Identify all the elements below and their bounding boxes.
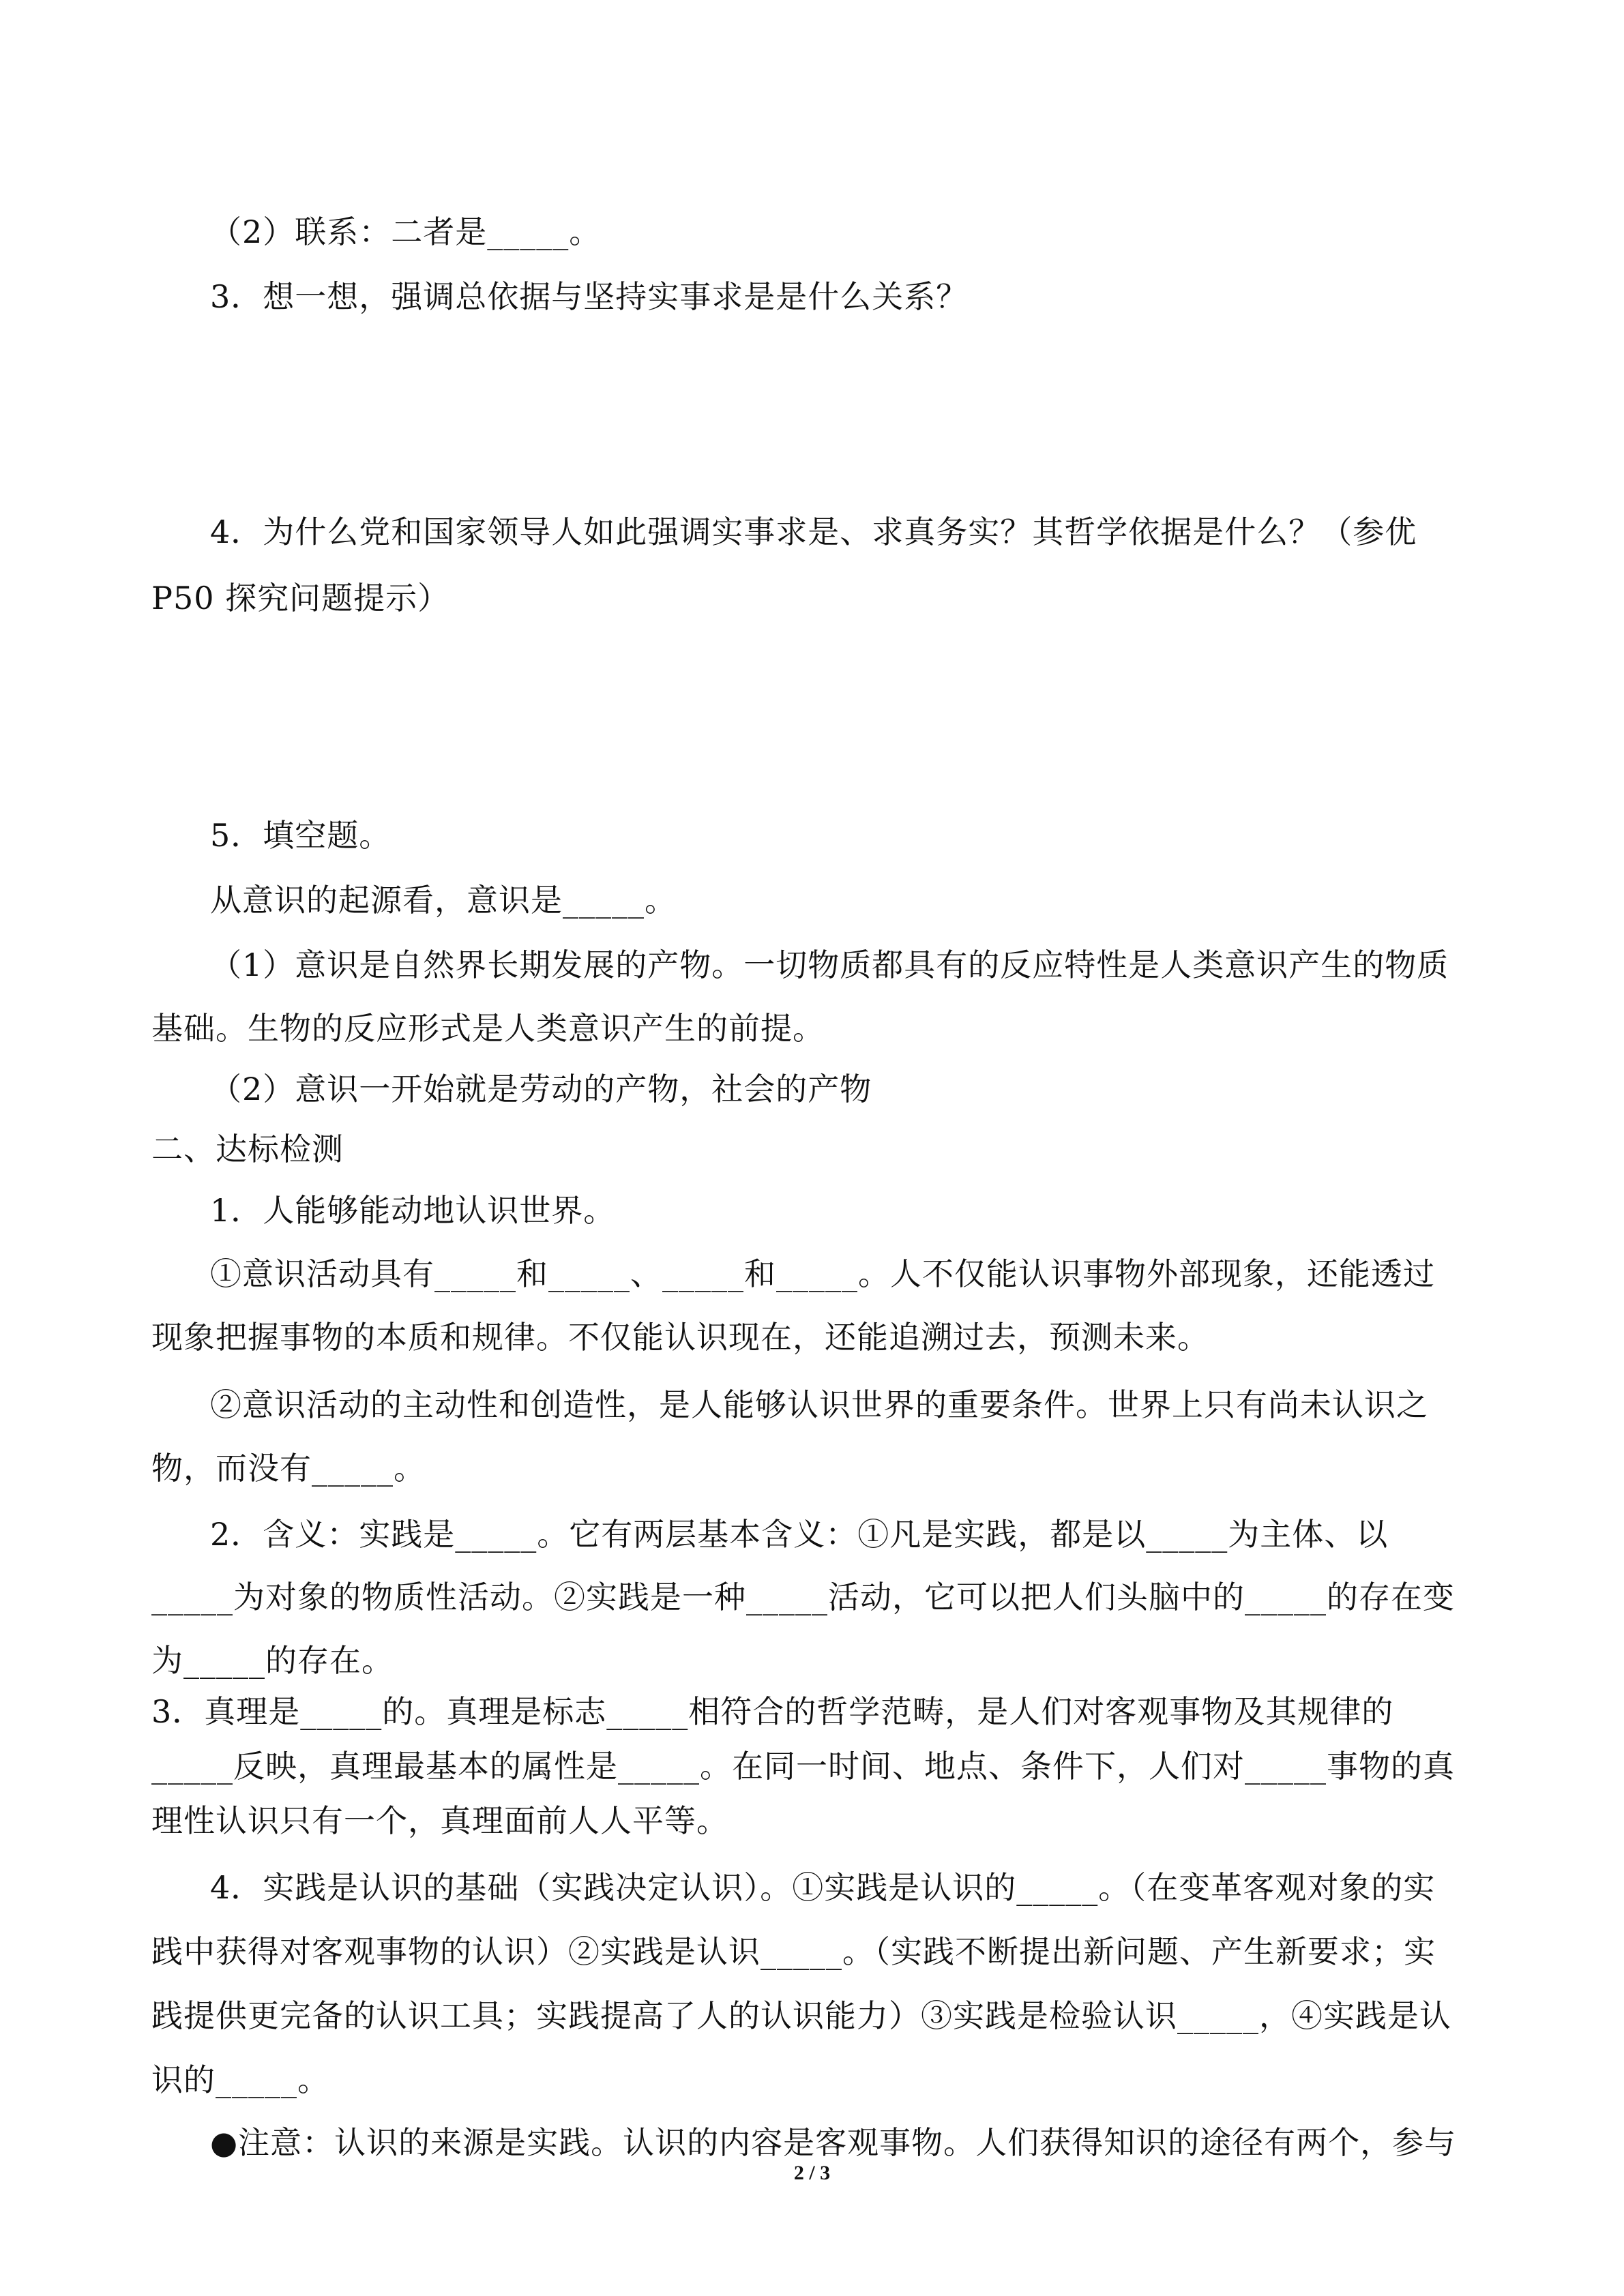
text-line: 识的_____。	[151, 2061, 329, 2098]
text-line: 理性认识只有一个，真理面前人人平等。	[151, 1802, 728, 1839]
text-line: （2）意识一开始就是劳动的产物，社会的产物	[210, 1071, 872, 1107]
text-line: 3．真理是_____的。真理是标志_____相符合的哲学范畴，是人们对客观事物及其规律的	[151, 1693, 1394, 1730]
text-line: 3．想一想，强调总依据与坚持实事求是是什么关系？	[210, 278, 969, 315]
text-line: 5．填空题。	[210, 817, 392, 854]
text-line: ①意识活动具有_____和_____、_____和_____。人不仅能认识事物外部现象，还能透过	[210, 1255, 1435, 1292]
text-line: 物，而没有_____。	[151, 1450, 426, 1487]
text-line: 2．含义：实践是_____。它有两层基本含义：①凡是实践，都是以_____为主体、以	[210, 1516, 1389, 1553]
text-line: 践提供更完备的认识工具；实践提高了人的认识能力）③实践是检验认识_____，④实践是认	[151, 1997, 1451, 2034]
text-line: _____为对象的物质性活动。②实践是一种_____活动，它可以把人们头脑中的_____的存在变	[151, 1579, 1455, 1615]
text-line: 1．人能够能动地认识世界。	[210, 1192, 616, 1229]
text-line: 践中获得对客观事物的认识）②实践是认识_____。（实践不断提出新问题、产生新要求；实	[151, 1933, 1436, 1970]
section-heading: 二、达标检测	[151, 1131, 344, 1167]
text-line: 基础。生物的反应形式是人类意识产生的前提。	[151, 1010, 825, 1047]
text-line: 从意识的起源看，意识是_____。	[210, 882, 677, 919]
text-line: （1）意识是自然界长期发展的产物。一切物质都具有的反应特性是人类意识产生的物质	[210, 946, 1449, 983]
text-line: ②意识活动的主动性和创造性，是人能够认识世界的重要条件。世界上只有尚未认识之	[210, 1386, 1428, 1423]
text-line: 4．为什么党和国家领导人如此强调实事求是、求真务实？其哲学依据是什么？（参优	[210, 513, 1417, 550]
text-line: 现象把握事物的本质和规律。不仅能认识现在，还能追溯过去，预测未来。	[151, 1319, 1209, 1356]
text-line: 4．实践是认识的基础（实践决定认识）。①实践是认识的_____。（在变革客观对象的实	[210, 1869, 1436, 1906]
text-line: （2）联系：二者是_____。	[210, 213, 602, 250]
text-line: P50 探究问题提示）	[151, 580, 450, 616]
text-line: ●注意：认识的来源是实践。认识的内容是客观事物。人们获得知识的途径有两个，参与	[210, 2124, 1457, 2161]
page-number: 2 / 3	[793, 2162, 831, 2184]
text-line: _____反映，真理最基本的属性是_____。在同一时间、地点、条件下，人们对_____事物的真	[151, 1748, 1455, 1785]
text-line: 为_____的存在。	[151, 1642, 394, 1679]
